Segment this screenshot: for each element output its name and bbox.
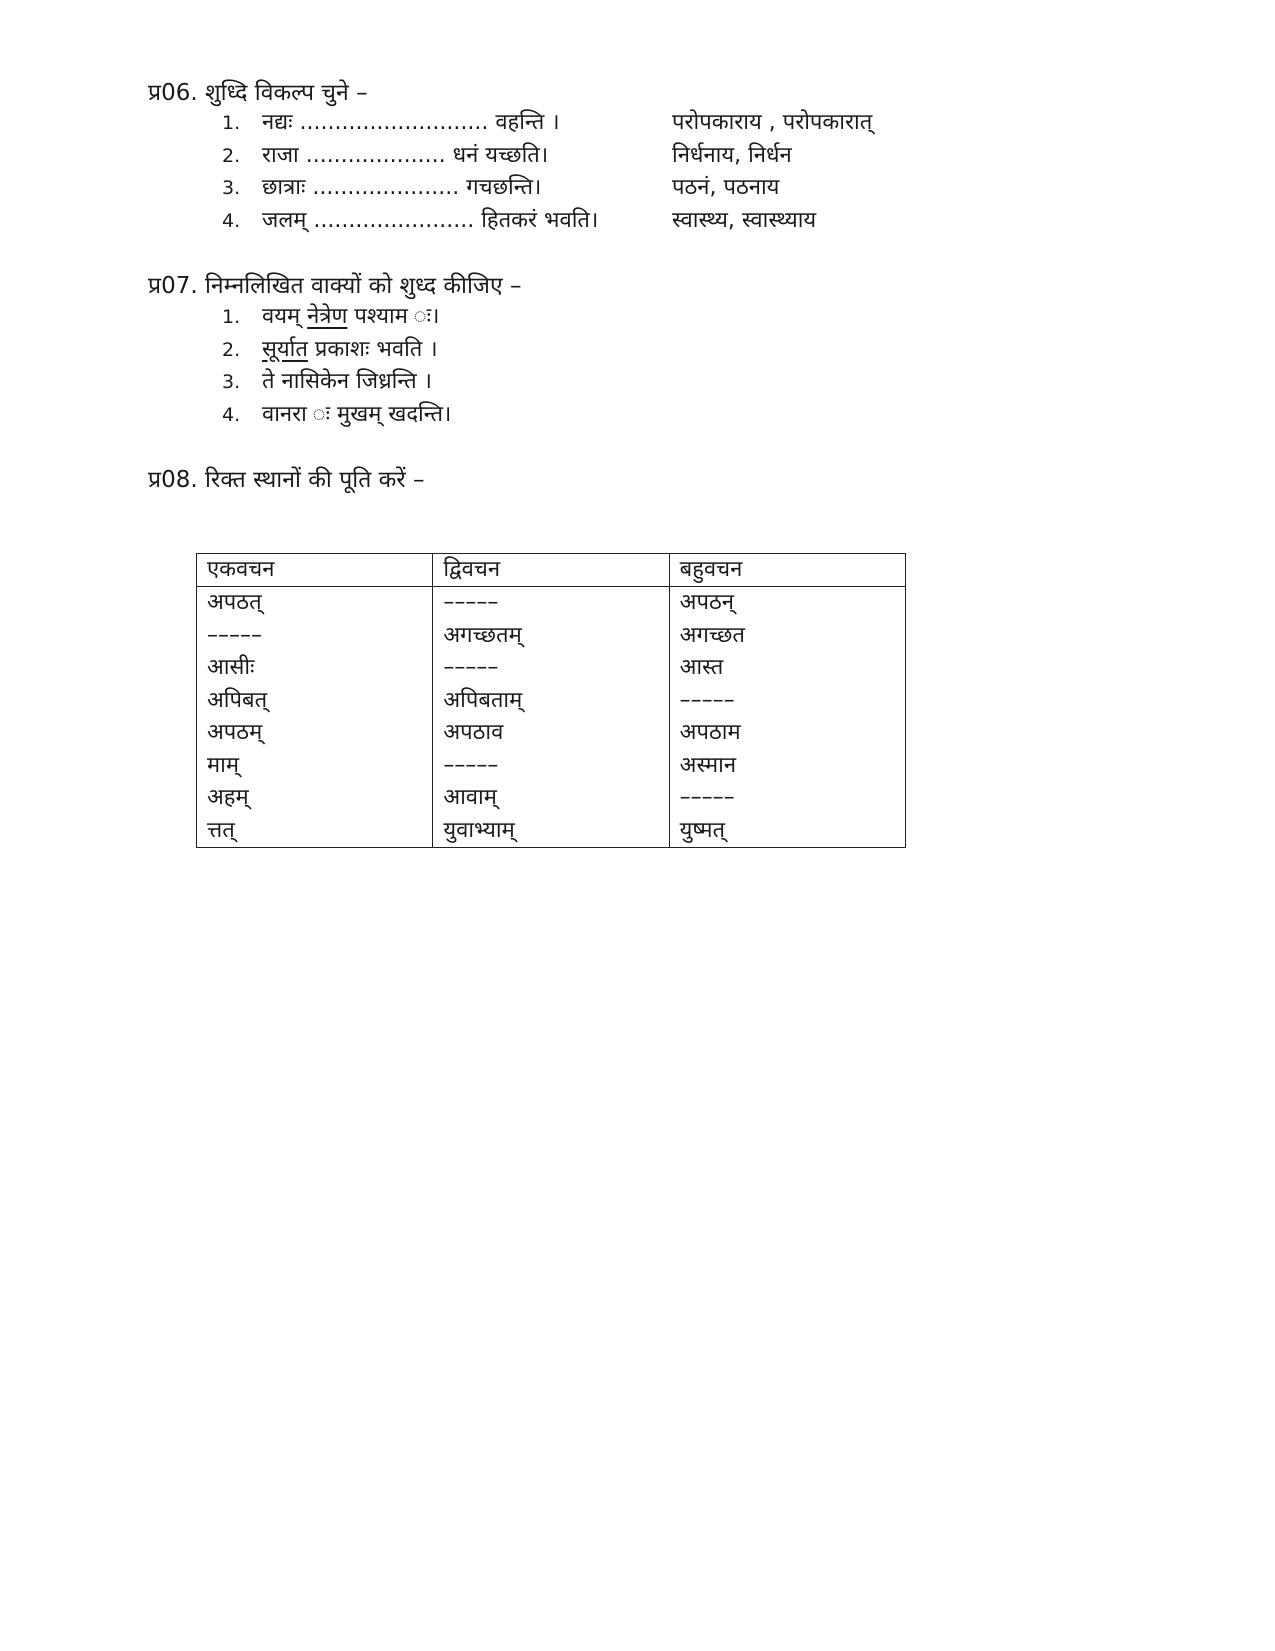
q07-item-number: 3. bbox=[222, 371, 241, 393]
table-cell: अपठम् bbox=[197, 717, 433, 750]
q07-list bbox=[222, 302, 451, 432]
table-row bbox=[197, 652, 906, 685]
table-cell: अगच्छतम् bbox=[433, 620, 669, 653]
q07-item-text-underlined: सूर्यात bbox=[262, 336, 308, 362]
q07-item-text-pre: वयम् bbox=[262, 304, 308, 329]
q06-item-text: छात्राः ..................... गचछन्ति। bbox=[262, 175, 542, 200]
q07-heading: प्र07. निम्नलिखित वाक्यों को शुध्द कीजिए – bbox=[148, 273, 522, 299]
table-row bbox=[197, 717, 906, 750]
table-cell: अहम् bbox=[197, 782, 433, 815]
q06-item-text: नद्यः ........................... वहन्ति । bbox=[262, 110, 560, 135]
q07-item-text-post: प्रकाशः भवति । bbox=[307, 336, 438, 362]
q06-item-number: 2. bbox=[222, 144, 241, 167]
q06-item-text: जलम् ....................... हितकरं भवति। bbox=[262, 207, 599, 233]
q06-item-number: 4. bbox=[222, 209, 241, 232]
q07-item-number: 2. bbox=[222, 338, 241, 361]
table-header-cell: एकवचन bbox=[197, 554, 433, 587]
table-cell: आवाम् bbox=[433, 782, 669, 815]
q07-item-text: ते नासिकेन जिध्रन्ति । bbox=[262, 369, 433, 394]
table-row bbox=[197, 685, 906, 718]
table-header-row bbox=[197, 554, 906, 587]
q07-item-text-underlined: नेत्रेण bbox=[307, 304, 348, 329]
table-cell: अपठाव bbox=[433, 717, 669, 750]
table-row bbox=[197, 620, 906, 653]
q07-item-text bbox=[262, 302, 439, 332]
q07-item bbox=[222, 400, 451, 433]
q06-item bbox=[222, 108, 873, 141]
table-cell: ––––– bbox=[433, 750, 669, 783]
q06-item-number: 3. bbox=[222, 177, 241, 199]
table-row bbox=[197, 782, 906, 815]
q06-item-text: राजा .................... धनं यच्छति। bbox=[262, 142, 549, 168]
q07-item-text-post: पश्याम ः। bbox=[347, 304, 440, 329]
table-cell: अपिबत् bbox=[197, 685, 433, 718]
table-cell: ––––– bbox=[669, 782, 905, 815]
table-header-cell: द्विवचन bbox=[433, 554, 669, 587]
table-cell: अस्मान bbox=[669, 750, 905, 783]
q06-item bbox=[222, 141, 792, 174]
q07-item-text bbox=[262, 335, 438, 365]
q06-item bbox=[222, 173, 780, 206]
q06-item-options: निर्धनाय, निर्धन bbox=[672, 142, 792, 168]
q07-item-number: 4. bbox=[222, 403, 241, 426]
table-cell: अपिबताम् bbox=[433, 685, 669, 718]
table-cell: त्तत् bbox=[197, 815, 433, 848]
table-row bbox=[197, 750, 906, 783]
q07-item bbox=[222, 335, 451, 368]
table-cell: ––––– bbox=[197, 620, 433, 653]
q06-item-options: परोपकाराय , परोपकारात् bbox=[672, 110, 873, 135]
table-header-cell: बहुवचन bbox=[669, 554, 905, 587]
table-cell: अगच्छत bbox=[669, 620, 905, 653]
q07-item bbox=[222, 302, 451, 335]
q07-item bbox=[222, 367, 451, 400]
table-row bbox=[197, 587, 906, 620]
q06-heading: प्र06. शुध्दि विकल्प चुने – bbox=[148, 80, 368, 106]
q06-item bbox=[222, 206, 817, 239]
table-cell: ––––– bbox=[433, 587, 669, 620]
table-cell: ––––– bbox=[669, 685, 905, 718]
q07-item-text: वानरा ः मुखम् खदन्ति। bbox=[262, 401, 452, 427]
q07-item-number: 1. bbox=[222, 306, 241, 328]
table-cell: आसीः bbox=[197, 652, 433, 685]
table-cell: ––––– bbox=[433, 652, 669, 685]
q06-item-number: 1. bbox=[222, 112, 241, 134]
table-cell: माम् bbox=[197, 750, 433, 783]
table-cell: युवाभ्याम् bbox=[433, 815, 669, 848]
q06-item-options: पठनं, पठनाय bbox=[672, 175, 780, 200]
verb-forms-table bbox=[196, 553, 906, 848]
table-cell: आस्त bbox=[669, 652, 905, 685]
table-cell: अपठन् bbox=[669, 587, 905, 620]
q06-list bbox=[222, 108, 873, 238]
q08-heading: प्र08. रिक्त स्थानों की पूति करें – bbox=[148, 467, 425, 493]
q06-item-options: स्वास्थ्य, स्वास्थ्याय bbox=[672, 207, 817, 233]
table-cell: युष्मत् bbox=[669, 815, 905, 848]
table-row bbox=[197, 815, 906, 848]
table-cell: अपठाम bbox=[669, 717, 905, 750]
table-cell: अपठत् bbox=[197, 587, 433, 620]
